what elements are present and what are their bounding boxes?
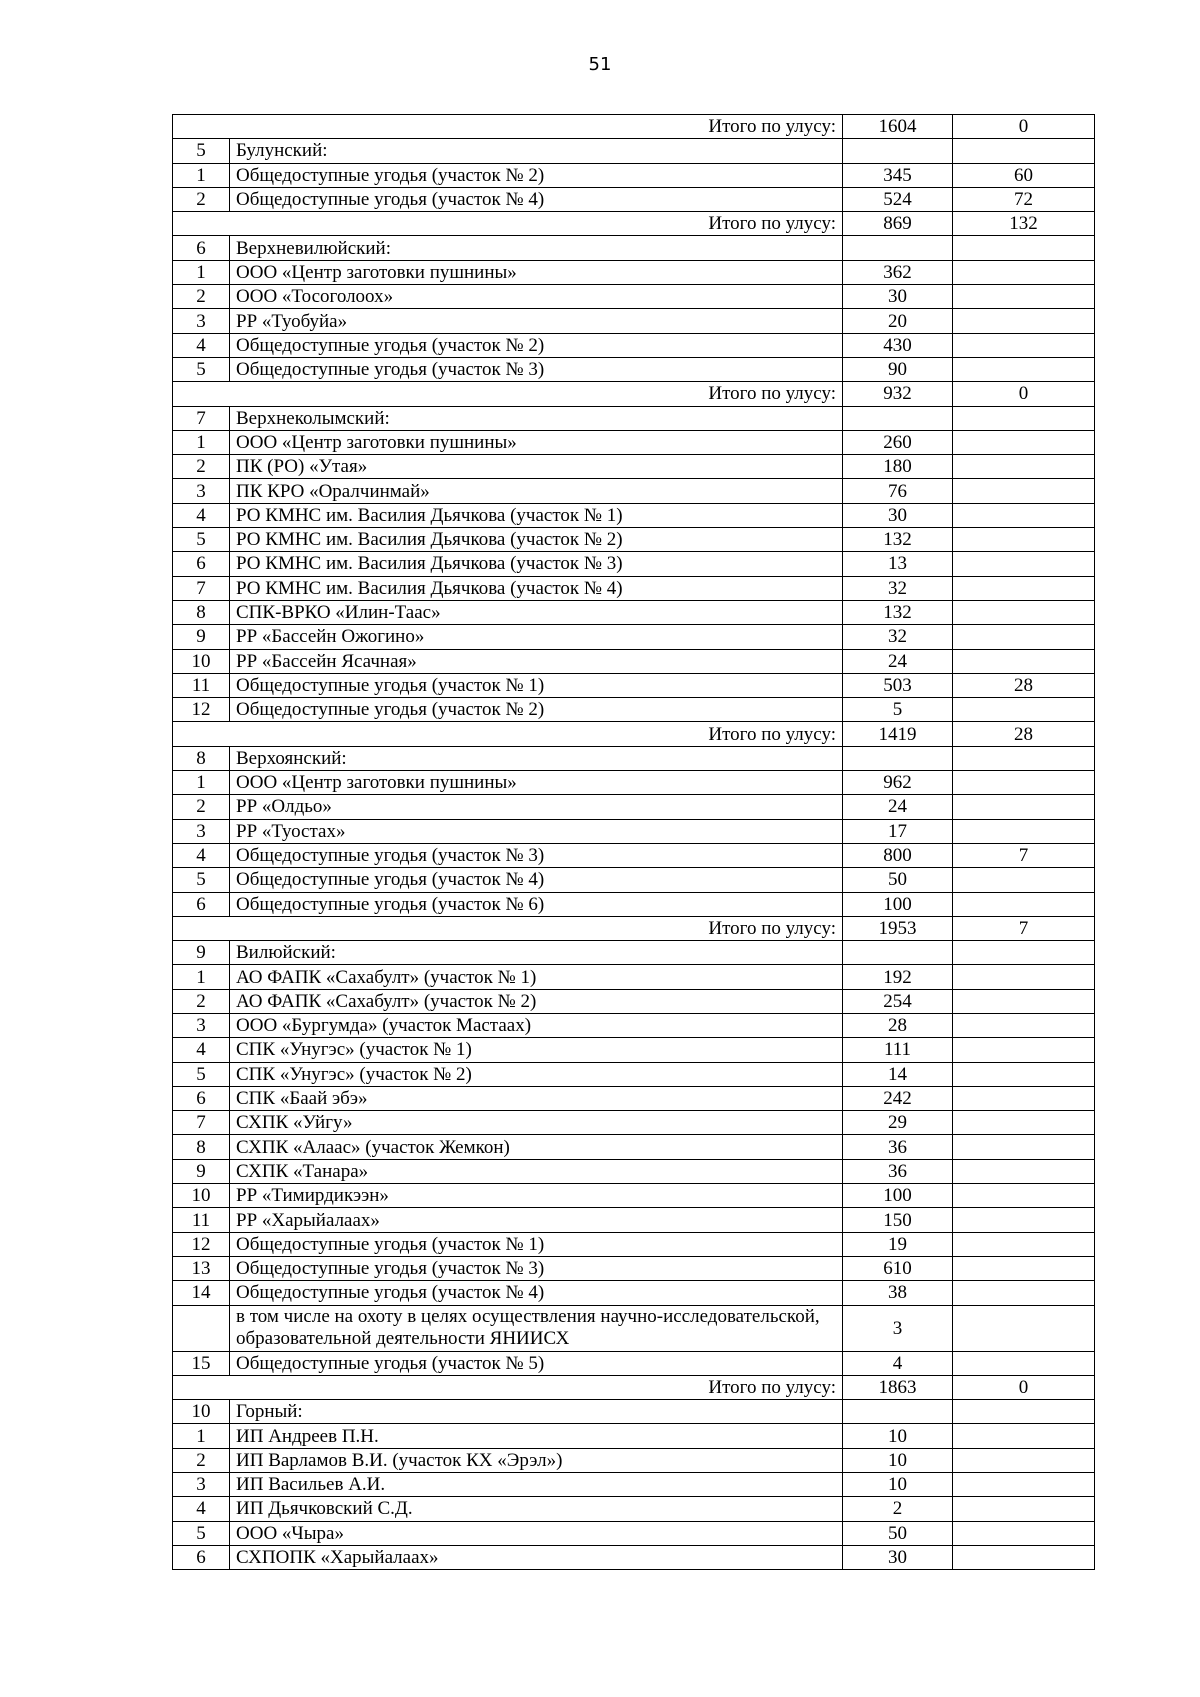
row-value-1: 50 [843,1521,953,1545]
district-total-row [173,916,1095,940]
row-name: СХПК «Танара» [230,1159,843,1183]
row-value-2 [953,406,1095,430]
row-value-2 [953,1281,1095,1305]
row-value-2 [953,1232,1095,1256]
row-value-2 [953,1111,1095,1135]
row-value-1: 36 [843,1135,953,1159]
table-row [173,1086,1095,1110]
row-name: ООО «Тосоголоох» [230,285,843,309]
row-name: РР «Харыйалаах» [230,1208,843,1232]
table-row [173,576,1095,600]
district-total-row [173,382,1095,406]
row-name: Общедоступные угодья (участок № 1) [230,1232,843,1256]
row-name: Верхоянский: [230,746,843,770]
row-value-1: 14 [843,1062,953,1086]
total-value-2: 132 [953,212,1095,236]
table-row [173,260,1095,284]
row-value-2 [953,1086,1095,1110]
row-number: 4 [173,1497,230,1521]
row-name: Общедоступные угодья (участок № 4) [230,868,843,892]
page-number: 51 [588,54,612,75]
row-value-2 [953,552,1095,576]
total-label: Итого по улусу: [173,382,843,406]
row-value-1: 100 [843,1184,953,1208]
row-value-1: 100 [843,892,953,916]
row-value-2 [953,333,1095,357]
row-name: ПК КРО «Оралчинмай» [230,479,843,503]
row-name: СПК «Баай эбэ» [230,1086,843,1110]
row-value-1 [843,236,953,260]
row-value-1: 132 [843,528,953,552]
table-row [173,892,1095,916]
table-row [173,503,1095,527]
table-row [173,187,1095,211]
total-value-1: 1419 [843,722,953,746]
table-row [173,479,1095,503]
row-value-1: 362 [843,260,953,284]
row-name: АО ФАПК «Сахабулт» (участок № 2) [230,989,843,1013]
row-name: ООО «Чыра» [230,1521,843,1545]
row-number: 4 [173,503,230,527]
row-name: РР «Тимирдикээн» [230,1184,843,1208]
row-value-2: 60 [953,163,1095,187]
table-row [173,1424,1095,1448]
row-number: 8 [173,1135,230,1159]
table-row [173,649,1095,673]
row-number: 13 [173,1256,230,1280]
table-row [173,552,1095,576]
row-number: 8 [173,600,230,624]
row-name: Общедоступные угодья (участок № 2) [230,333,843,357]
row-value-1: 50 [843,868,953,892]
table-row [173,843,1095,867]
row-name: СПК «Унугэс» (участок № 1) [230,1038,843,1062]
row-number: 11 [173,673,230,697]
district-total-row [173,722,1095,746]
table-row [173,163,1095,187]
row-number: 3 [173,819,230,843]
row-number: 1 [173,430,230,454]
row-value-2: 28 [953,673,1095,697]
district-header-row [173,746,1095,770]
row-name: СХПОПК «Харыйалаах» [230,1545,843,1569]
total-value-1: 1953 [843,916,953,940]
row-number: 10 [173,649,230,673]
row-number: 2 [173,187,230,211]
row-name: Булунский: [230,139,843,163]
row-number: 10 [173,1400,230,1424]
row-value-1: 242 [843,1086,953,1110]
row-value-1: 32 [843,576,953,600]
row-value-1: 2 [843,1497,953,1521]
row-number: 2 [173,1448,230,1472]
row-name: Общедоступные угодья (участок № 6) [230,892,843,916]
table-row [173,1038,1095,1062]
total-label: Итого по улусу: [173,722,843,746]
row-name: РР «Бассейн Ожогино» [230,625,843,649]
row-value-2 [953,1351,1095,1375]
total-value-2: 28 [953,722,1095,746]
row-name: в том числе на охоту в целях осуществления научно-исследовательской, образовательной деятельности ЯНИИСХ [230,1305,843,1351]
row-value-1: 17 [843,819,953,843]
row-value-1: 132 [843,600,953,624]
row-name: Общедоступные угодья (участок № 4) [230,187,843,211]
row-value-2 [953,1545,1095,1569]
row-name: ПК (РО) «Утая» [230,455,843,479]
row-value-2 [953,430,1095,454]
table-row [173,625,1095,649]
row-value-1: 524 [843,187,953,211]
row-value-1: 24 [843,795,953,819]
row-value-1: 19 [843,1232,953,1256]
row-number: 5 [173,868,230,892]
row-value-2 [953,965,1095,989]
row-value-2 [953,1400,1095,1424]
row-value-2 [953,795,1095,819]
row-value-1: 76 [843,479,953,503]
total-value-2: 7 [953,916,1095,940]
row-value-1: 10 [843,1424,953,1448]
row-value-1: 150 [843,1208,953,1232]
row-value-1: 30 [843,1545,953,1569]
total-label: Итого по улусу: [173,916,843,940]
row-value-2 [953,357,1095,381]
table-row [173,285,1095,309]
row-name: Общедоступные угодья (участок № 3) [230,1256,843,1280]
row-number: 11 [173,1208,230,1232]
total-label: Итого по улусу: [173,1375,843,1399]
total-label: Итого по улусу: [173,212,843,236]
row-value-2 [953,989,1095,1013]
row-value-1: 10 [843,1448,953,1472]
total-value-2: 0 [953,115,1095,139]
row-name: Общедоступные угодья (участок № 2) [230,698,843,722]
row-value-1: 610 [843,1256,953,1280]
row-value-1: 192 [843,965,953,989]
table-row [173,1473,1095,1497]
row-number: 5 [173,139,230,163]
row-value-1: 503 [843,673,953,697]
row-name: Верхневилюйский: [230,236,843,260]
district-header-row [173,139,1095,163]
row-value-2 [953,455,1095,479]
row-value-1 [843,1400,953,1424]
row-value-2 [953,285,1095,309]
row-value-2 [953,1448,1095,1472]
row-number: 12 [173,1232,230,1256]
row-name: ООО «Бургумда» (участок Мастаах) [230,1013,843,1037]
district-total-row [173,115,1095,139]
district-header-row [173,941,1095,965]
row-number: 9 [173,625,230,649]
row-name: РО КМНС им. Василия Дьячкова (участок № 4) [230,576,843,600]
row-name: ООО «Центр заготовки пушнины» [230,260,843,284]
row-value-1: 3 [843,1305,953,1351]
row-value-1: 5 [843,698,953,722]
row-value-2 [953,698,1095,722]
row-number: 5 [173,1062,230,1086]
row-value-1: 430 [843,333,953,357]
table-row [173,1111,1095,1135]
row-value-1: 29 [843,1111,953,1135]
row-name: АО ФАПК «Сахабулт» (участок № 1) [230,965,843,989]
table-row [173,771,1095,795]
row-number: 2 [173,455,230,479]
row-number: 12 [173,698,230,722]
table-row [173,1521,1095,1545]
row-value-1: 13 [843,552,953,576]
row-value-2 [953,1208,1095,1232]
row-name: РР «Туобуйа» [230,309,843,333]
row-value-2 [953,1305,1095,1351]
row-value-2 [953,941,1095,965]
row-value-2 [953,625,1095,649]
row-value-2 [953,1256,1095,1280]
row-name: РО КМНС им. Василия Дьячкова (участок № 2) [230,528,843,552]
table-row [173,309,1095,333]
row-number: 15 [173,1351,230,1375]
table-row [173,1281,1095,1305]
row-number: 8 [173,746,230,770]
row-number: 7 [173,406,230,430]
row-number: 5 [173,1521,230,1545]
row-value-1: 345 [843,163,953,187]
table-row [173,698,1095,722]
row-number: 3 [173,479,230,503]
row-number: 9 [173,1159,230,1183]
table-row [173,528,1095,552]
row-number: 6 [173,1545,230,1569]
table-row [173,795,1095,819]
row-value-1: 10 [843,1473,953,1497]
table-row [173,1256,1095,1280]
row-value-1: 24 [843,649,953,673]
table-row [173,1497,1095,1521]
row-value-1: 32 [843,625,953,649]
row-number: 6 [173,236,230,260]
row-number: 7 [173,576,230,600]
row-value-2 [953,236,1095,260]
row-number: 9 [173,941,230,965]
table-row [173,430,1095,454]
row-number: 4 [173,333,230,357]
row-value-2 [953,1159,1095,1183]
row-name: Верхнеколымский: [230,406,843,430]
row-value-1: 30 [843,285,953,309]
row-value-1: 30 [843,503,953,527]
row-value-1: 28 [843,1013,953,1037]
row-value-2 [953,309,1095,333]
row-value-2 [953,1521,1095,1545]
row-value-2 [953,771,1095,795]
total-value-1: 932 [843,382,953,406]
row-value-2 [953,576,1095,600]
row-value-1 [843,746,953,770]
row-name: Общедоступные угодья (участок № 3) [230,843,843,867]
row-name: Общедоступные угодья (участок № 2) [230,163,843,187]
row-number: 5 [173,528,230,552]
row-value-2 [953,892,1095,916]
row-value-2 [953,649,1095,673]
table-row [173,1545,1095,1569]
total-value-2: 0 [953,382,1095,406]
row-value-2 [953,600,1095,624]
table-row [173,1135,1095,1159]
table-row [173,1159,1095,1183]
row-name: Горный: [230,1400,843,1424]
row-value-2 [953,528,1095,552]
total-label: Итого по улусу: [173,115,843,139]
row-value-1: 90 [843,357,953,381]
row-number: 2 [173,285,230,309]
row-value-1: 20 [843,309,953,333]
row-number: 2 [173,989,230,1013]
row-number: 3 [173,309,230,333]
row-value-1: 36 [843,1159,953,1183]
row-value-2 [953,503,1095,527]
row-value-2 [953,139,1095,163]
table-row [173,455,1095,479]
row-name: РР «Бассейн Ясачная» [230,649,843,673]
row-value-2 [953,1497,1095,1521]
row-value-1: 254 [843,989,953,1013]
row-number: 3 [173,1013,230,1037]
total-value-1: 1604 [843,115,953,139]
row-name: Общедоступные угодья (участок № 5) [230,1351,843,1375]
table-body [173,115,1095,1570]
row-number: 1 [173,965,230,989]
district-total-row [173,212,1095,236]
district-header-row [173,1400,1095,1424]
row-value-1: 4 [843,1351,953,1375]
row-value-2: 72 [953,187,1095,211]
row-number: 6 [173,892,230,916]
row-value-2 [953,1184,1095,1208]
row-number: 14 [173,1281,230,1305]
table-row [173,673,1095,697]
row-name: ИП Варламов В.И. (участок КХ «Эрэл») [230,1448,843,1472]
row-value-2 [953,868,1095,892]
row-number: 5 [173,357,230,381]
row-value-2 [953,1473,1095,1497]
row-value-2 [953,819,1095,843]
district-header-row [173,406,1095,430]
row-name: ИП Васильев А.И. [230,1473,843,1497]
table-row [173,333,1095,357]
row-number: 1 [173,163,230,187]
table-row [173,989,1095,1013]
row-name: ИП Андреев П.Н. [230,1424,843,1448]
table-row [173,1351,1095,1375]
row-name: Общедоступные угодья (участок № 3) [230,357,843,381]
table-row [173,1232,1095,1256]
row-name: РР «Туостах» [230,819,843,843]
row-value-2 [953,260,1095,284]
row-value-2 [953,1062,1095,1086]
data-table [172,114,1095,1570]
row-value-1: 962 [843,771,953,795]
district-header-row [173,236,1095,260]
row-value-1: 800 [843,843,953,867]
row-value-2 [953,746,1095,770]
row-name: СХПК «Алаас» (участок Жемкон) [230,1135,843,1159]
row-name: Общедоступные угодья (участок № 4) [230,1281,843,1305]
district-total-row [173,1375,1095,1399]
row-number: 2 [173,795,230,819]
row-value-1 [843,941,953,965]
row-value-1: 260 [843,430,953,454]
total-value-1: 1863 [843,1375,953,1399]
row-name: РР «Олдьо» [230,795,843,819]
table-row [173,600,1095,624]
table-row [173,1448,1095,1472]
row-number: 1 [173,260,230,284]
row-number: 3 [173,1473,230,1497]
table-row [173,1208,1095,1232]
table-row-note [173,1305,1095,1351]
row-name: ООО «Центр заготовки пушнины» [230,430,843,454]
row-number: 6 [173,552,230,576]
row-value-2 [953,479,1095,503]
row-name: Общедоступные угодья (участок № 1) [230,673,843,697]
row-value-1 [843,139,953,163]
table-row [173,357,1095,381]
row-value-2 [953,1135,1095,1159]
row-value-1: 180 [843,455,953,479]
row-value-1: 38 [843,1281,953,1305]
row-value-1 [843,406,953,430]
row-value-2 [953,1038,1095,1062]
row-number [173,1305,230,1351]
total-value-1: 869 [843,212,953,236]
row-name: РО КМНС им. Василия Дьячкова (участок № 3) [230,552,843,576]
row-number: 4 [173,843,230,867]
row-name: ООО «Центр заготовки пушнины» [230,771,843,795]
row-number: 1 [173,771,230,795]
table-row [173,1184,1095,1208]
total-value-2: 0 [953,1375,1095,1399]
table-row [173,1062,1095,1086]
table-row [173,1013,1095,1037]
row-value-2: 7 [953,843,1095,867]
row-name: ИП Дьячковский С.Д. [230,1497,843,1521]
row-name: СХПК «Уйгу» [230,1111,843,1135]
row-number: 7 [173,1111,230,1135]
row-value-2 [953,1013,1095,1037]
row-name: РО КМНС им. Василия Дьячкова (участок № 1) [230,503,843,527]
row-value-2 [953,1424,1095,1448]
row-number: 4 [173,1038,230,1062]
row-number: 10 [173,1184,230,1208]
table-row [173,819,1095,843]
table-row [173,965,1095,989]
row-number: 6 [173,1086,230,1110]
row-value-1: 111 [843,1038,953,1062]
row-name: Вилюйский: [230,941,843,965]
row-number: 1 [173,1424,230,1448]
table-row [173,868,1095,892]
row-name: СПК-ВРКО «Илин-Таас» [230,600,843,624]
row-name: СПК «Унугэс» (участок № 2) [230,1062,843,1086]
